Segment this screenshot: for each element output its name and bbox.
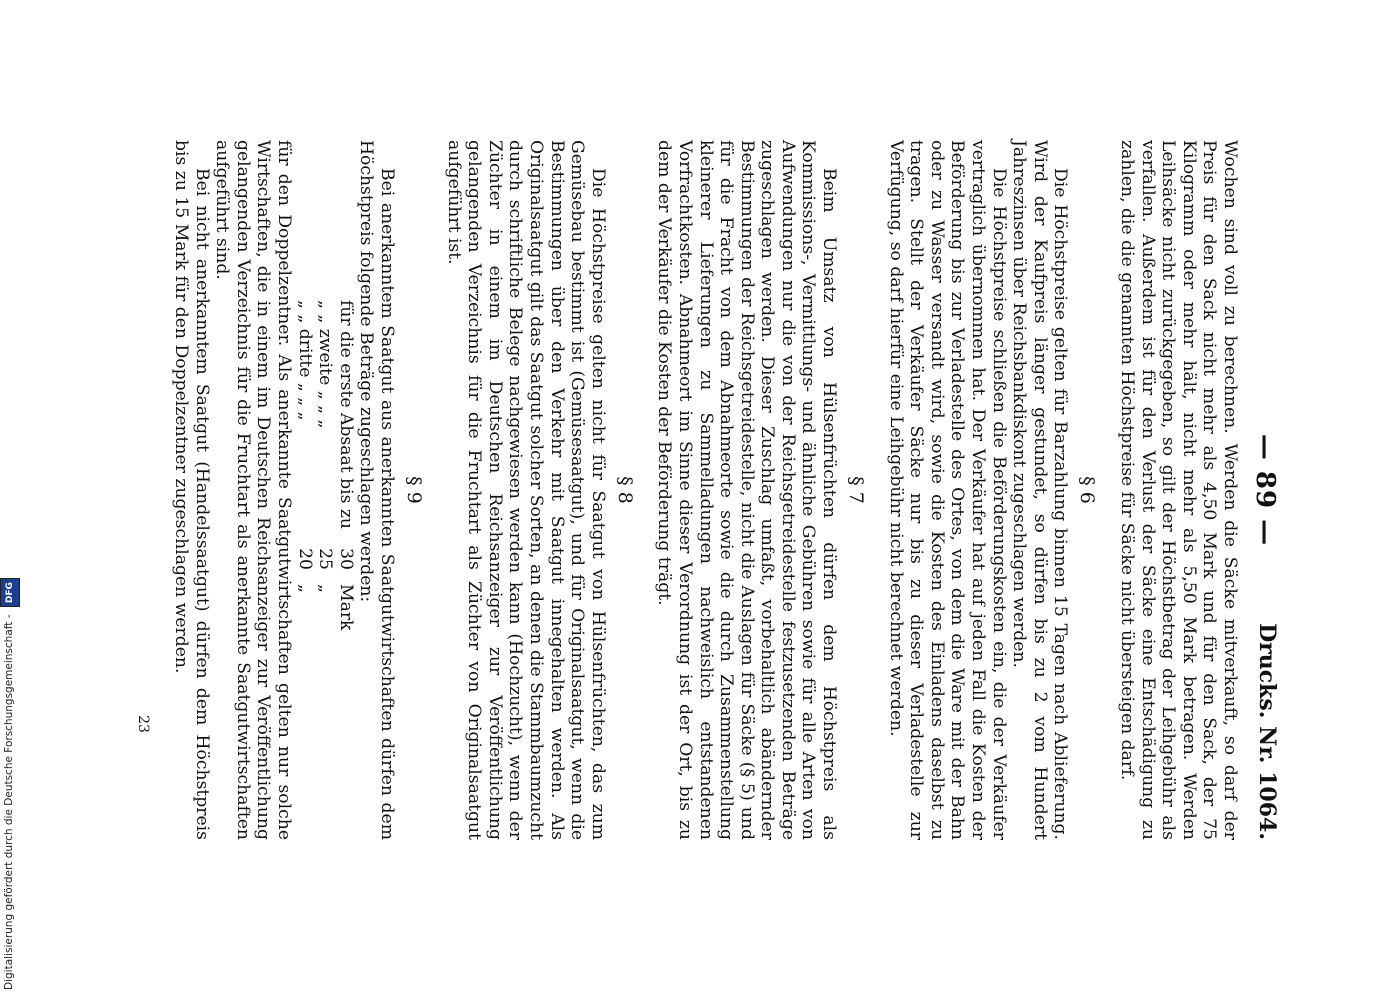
dfg-logo: DFG [0,578,20,607]
body-paragraph: Die Höchstpreise gelten nicht für Saatgut von Hülsenfrüchten, das zum Gemüsebau bestimmt ist (Gemüsesaatgut), und für Originalsaatgut, wenn die Bestimmungen über den Verkehr mit Saatgut innegehalten werden. Als Originalsaatgut gilt das Saatgut solcher Sorten, an denen die Stammbaumzucht durch schriftliche Belege nachgewiesen werden kann (Hochzucht), wenn der Züchter in einem im Deutschen Reichsanzeiger zur Veröffentlichung gelangenden Verzeichnis für die Fruchtart als Züchter von Originalsaatgut aufgeführt ist. [443,140,608,840]
rate-amount: 30 [335,548,356,570]
body-paragraph: Bei nicht anerkanntem Saatgut (Handelssaatgut) dürfen dem Höchstpreis bis zu 15 Mark für den Doppelzentner zugeschlagen werden. [171,140,212,840]
body-paragraph: Die Höchstpreise schließen die Beförderungskosten ein, die der Verkäufer vertraglich übernommen hat. Der Verkäufer hat auf jeden Fall die Kosten der Beförderung bis zur Verladestelle des Ortes, von dem die Ware mit der Bahn oder zu Wasser versandt wird, sowie die Kosten des Einladens daselbst zu tragen. Stellt der Verkäufer Säcke nur bis zu dieser Verladestelle zur Verfügung, so darf hierfür eine Leihgebühr nicht berechnet werden. [885,140,1009,840]
rate-label: für die erste Absaat bis zu [335,300,356,530]
document-reference: Drucks. Nr. 1064. [1254,623,1280,840]
section-heading: § 6 [1076,476,1099,504]
rate-row [315,300,336,840]
page-header [1240,140,1280,840]
section-heading: § 7 [845,476,868,504]
section-heading: § 8 [613,476,636,504]
page-number: — 89 — [1250,433,1280,547]
rate-label: „ „ zweite „ „ „ [315,300,336,429]
rate-row [294,300,315,840]
digitization-text: Digitalisierung gefördert durch die Deutsche Forschungsgemeinschaft - [3,614,15,990]
body-paragraph: Wochen sind voll zu berechnen. Werden die Säcke mitverkauft, so darf der Preis für den Sack nicht mehr als 4,50 Mark und für den Sack, der 75 Kilogramm oder mehr hält, nicht mehr als 5,50 Mark betragen. Werden Leihsäcke nicht zurückgegeben, so gilt der Höchstbetrag der Leihgebühr als verfallen. Außerdem ist für den Verlust der Säcke eine Entschädigung zu zahlen, die die genannten Höchstpreise für Säcke nicht übersteigen darf. [1117,140,1240,840]
rate-amount: 25 [315,548,336,570]
body-paragraph: Beim Umsatz von Hülsenfrüchten dürfen dem Höchstpreis als Kommissions-, Vermittlungs- und ähnliche Gebühren sowie für alle Arten von Aufwendungen nur die von der Reichsgetreidestelle festzusetzenden Beträge zugeschlagen werden. Dieser Zuschlag umfaßt, vorbehaltlich abändernder Bestimmungen der Reichsgetreidestelle, nicht die Auslagen für Säcke (§ 5) und für die Fracht von dem Abnahmeorte sowie die durch Zusammenstellung kleinerer Lieferungen zu Sammelladungen nachweislich entstandenen Vorfrachtkosten. Abnahmeort im Sinne dieser Verordnung ist der Ort, bis zu dem der Verkäufer die Kosten der Beförderung trägt. [654,140,840,840]
rate-table [294,300,356,840]
rate-unit: Mark [335,584,356,631]
rate-unit: „ [315,584,336,593]
document-page [140,130,1280,850]
rate-unit: „ [294,584,315,593]
body-paragraph: Die Höchstpreise gelten für Barzahlung binnen 15 Tagen nach Ablieferung. Wird der Kaufpreis länger gestundet, so dürfen bis zu 2 vom Hundert Jahreszinsen über Reichsbankdiskont zugeschlagen werden. [1009,140,1071,840]
sheet-number: 23 [135,715,151,733]
digitization-note [0,0,18,1000]
rate-amount: 20 [294,548,315,570]
rate-row [335,300,356,840]
rate-label: „ „ dritte „ „ „ [294,300,315,421]
section-heading: § 9 [403,476,425,504]
body-paragraph: für den Doppelzentner. Als anerkannte Saatgutwirtschaften gelten nur solche Wirtschaften, die in einem im Deutschen Reichsanzeiger zur Veröffentlichung gelangenden Verzeichnis für die Fruchtart als anerkannte Saatgutwirtschaften aufgeführt sind. [212,140,295,840]
body-paragraph: Bei anerkanntem Saatgut aus anerkannten Saatgutwirtschaften dürfen dem Höchstpreis folgende Beträge zugeschlagen werden: [356,140,397,840]
